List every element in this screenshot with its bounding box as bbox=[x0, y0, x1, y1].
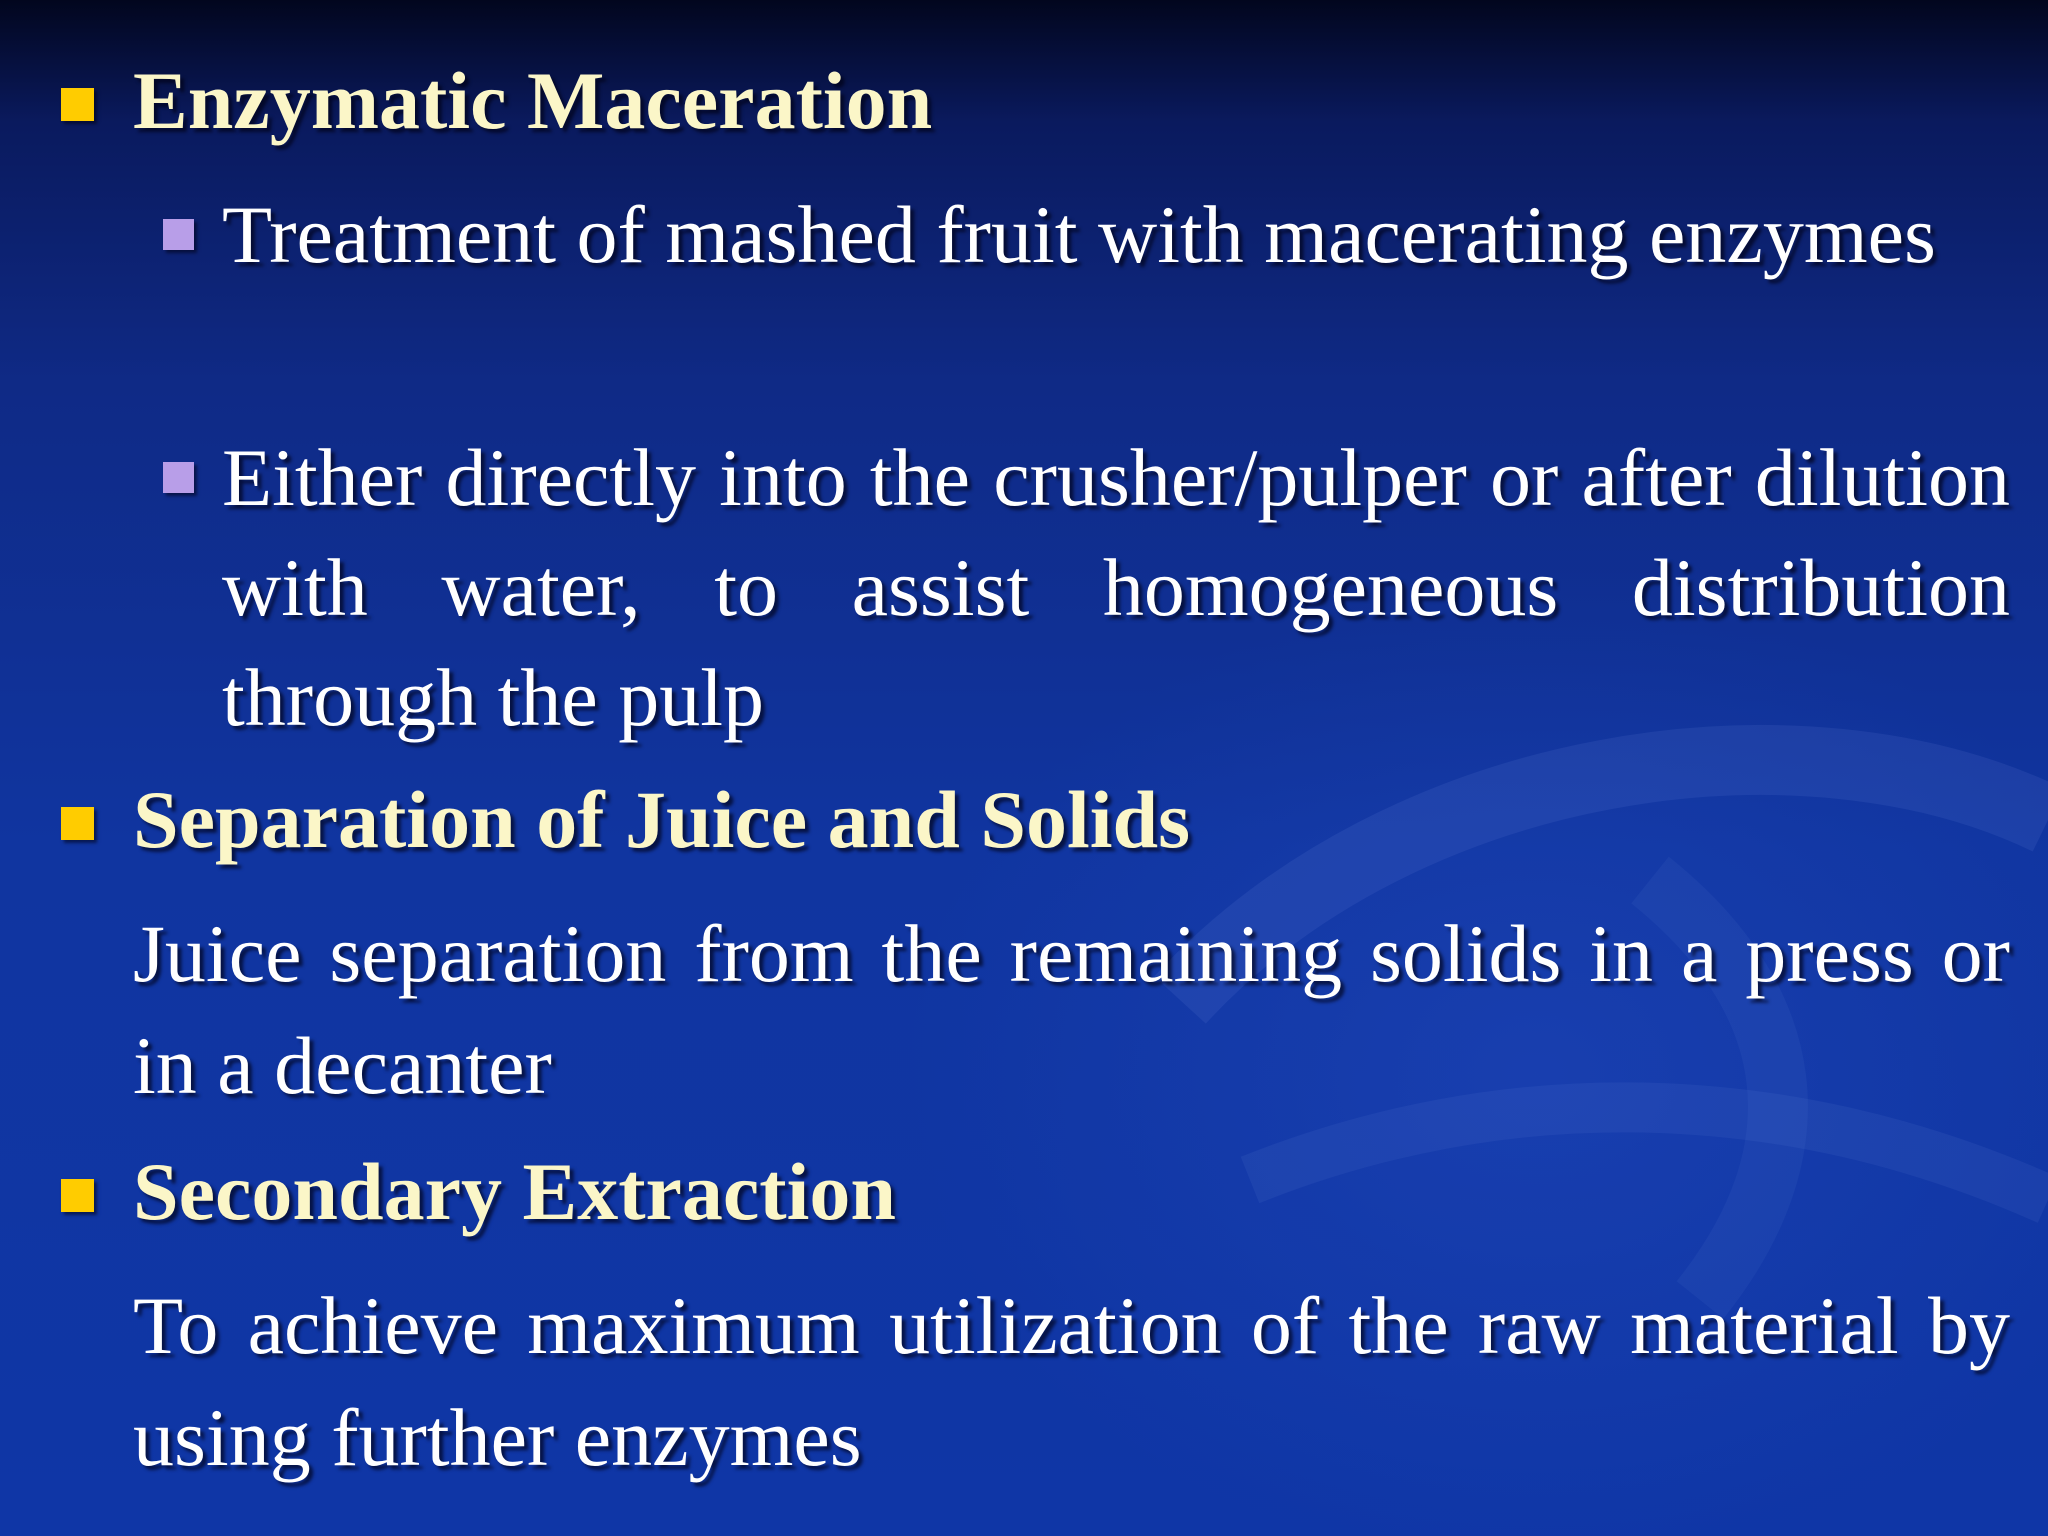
square-bullet-icon bbox=[61, 1179, 94, 1212]
section-body-text: Juice separation from the remaining solids in a press or in a decanter bbox=[133, 908, 2010, 1111]
square-bullet-icon bbox=[163, 462, 194, 493]
section-heading: Separation of Juice and Solids bbox=[133, 774, 1191, 865]
square-bullet-icon bbox=[163, 219, 194, 250]
sub-bullet-text: Treatment of mashed fruit with macerating enzymes bbox=[222, 189, 1936, 280]
section-heading: Enzymatic Maceration bbox=[133, 55, 933, 146]
sub-bullet-text: Either directly into the crusher/pulper or after dilution with water, to assist homogeneous distribution through the pulp bbox=[222, 432, 2010, 743]
section-heading: Secondary Extraction bbox=[133, 1146, 896, 1237]
square-bullet-icon bbox=[61, 88, 94, 121]
section-body-text: To achieve maximum utilization of the raw material by using further enzymes bbox=[133, 1280, 2010, 1483]
square-bullet-icon bbox=[61, 807, 94, 840]
